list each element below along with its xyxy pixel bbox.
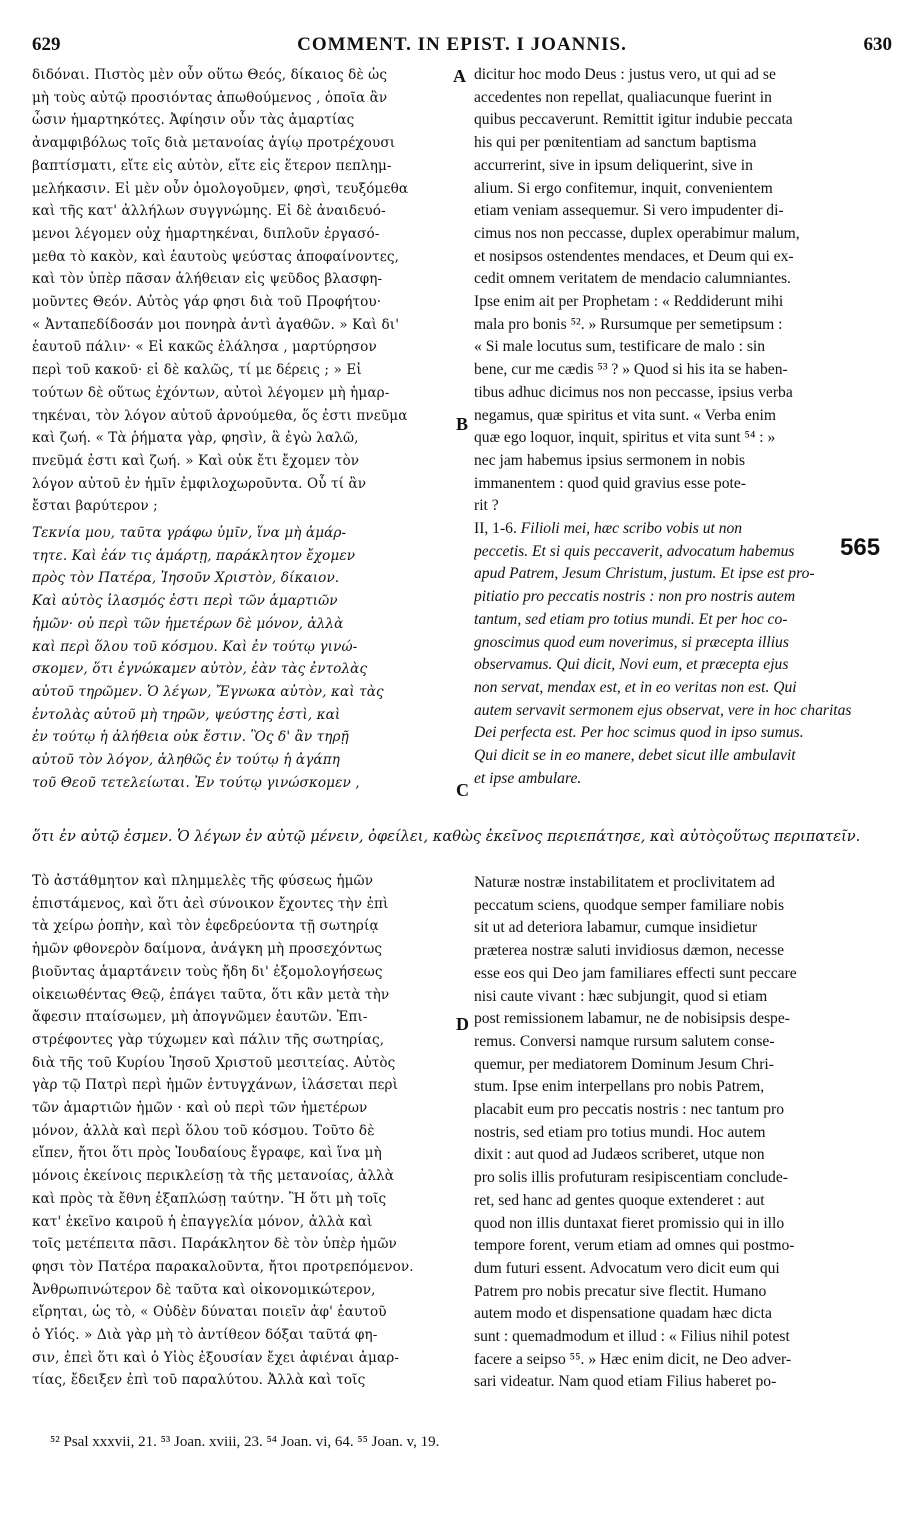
greek-commentary-line: καὶ τῆς κατ' ἀλλήλων συγγνώμης. Εἰ δὲ ἀναιδευό- xyxy=(32,203,386,220)
latin-commentary-line: sari videatur. Nam quod etiam Filius haberet po- xyxy=(474,1373,777,1391)
greek-commentary-line: ἄφεσιν πταίσωμεν, μὴ ἀπογνῶμεν ἑαυτῶν. Ἐπι- xyxy=(32,1009,368,1026)
greek-commentary-line: σιν, ἐπεὶ ὅτι καὶ ὁ Υἱὸς ἐξουσίαν ἔχει ἀφιέναι ἁμαρ- xyxy=(32,1349,400,1366)
greek-commentary-line: ἑαυτοῦ πάλιν· « Εἰ κακῶς ἐλάλησα , μαρτύρησον xyxy=(32,339,377,356)
section-marker-c: C xyxy=(456,780,469,800)
latin-commentary-line: bene, cur me cædis ⁵³ ? » Quod si his ita se haben- xyxy=(474,361,788,379)
greek-scripture-line: αὐτοῦ τὸν λόγον, ἀληθῶς ἐν τούτῳ ἡ ἀγάπη xyxy=(32,752,340,769)
latin-commentary-line: tibus adhuc dicimus nos non peccasse, ipsius verba xyxy=(474,383,793,401)
latin-scripture-line xyxy=(474,586,892,609)
latin-commentary-line: « Si male locutus sum, testificare de malo : sin xyxy=(474,338,766,356)
latin-commentary-line: facere a seipso ⁵⁵. » Hæc enim dicit, ne Deo adver- xyxy=(474,1350,792,1368)
greek-commentary-line: οἰκειωθέντας Θεῷ, ἐπάγει ταῦτα, ὅτι κἂν μετὰ τὴν xyxy=(32,986,390,1003)
latin-commentary-line: immanentem : quod quid gravius esse pote- xyxy=(474,474,746,492)
greek-scripture-line: καὶ περὶ ὅλου τοῦ κόσμου. Καὶ ἐν τούτῳ γινώ- xyxy=(32,638,358,655)
latin-scripture-line xyxy=(474,768,892,791)
greek-commentary-line: μὴ τοὺς αὐτῷ προσιόντας ἀπωθούμενος , ὁποῖα ἂν xyxy=(32,89,388,106)
greek-scripture-line: ὅτι ἐν αὐτῷ ἐσμεν. Ὁ λέγων ἐν αὐτῷ μένειν, ὀφείλει, καθὼς ἐκεῖνος περιεπάτησε, καὶ αὐτὸς xyxy=(32,828,724,845)
greek-commentary-line: τούτων δὲ οὕτως ἐχόντων, αὐτοὶ λέγομεν μὴ ἡμαρ- xyxy=(32,384,390,401)
greek-commentary-line: καὶ ζωή. « Τὰ ῥήματα γὰρ, φησὶν, ἃ ἐγὼ λαλῶ, xyxy=(32,430,359,447)
footnotes: ⁵² Psal xxxvii, 21. ⁵³ Joan. xviii, 23. ⁵⁴ Joan. vi, 64. ⁵⁵ Joan. v, 19. xyxy=(50,1434,440,1450)
latin-commentary-line: quod non illis duntaxat fieret promissio qui in illo xyxy=(474,1214,785,1232)
page-number-right: 630 xyxy=(863,34,892,55)
latin-commentary-line: ret, sed hanc ad gentes quoque extenderet : aut xyxy=(474,1191,765,1209)
latin-commentary-line: negamus, quæ spiritus et vita sunt. « Verba enim xyxy=(474,406,777,424)
latin-scripture-line xyxy=(474,563,892,586)
greek-commentary-line: ἐπιστάμενος, καὶ ὅτι ἀεὶ σύνοικον ἔχοντες τὴν ἐπὶ xyxy=(32,895,389,912)
latin-scripture-line xyxy=(474,722,892,745)
greek-commentary-line: μεθα τὸ κακὸν, καὶ ἑαυτοὺς ψεύστας ἀποφαίνοντες, xyxy=(32,248,400,265)
greek-scripture-line: αὐτοῦ τηρῶμεν. Ὁ λέγων, Ἔγνωκα αὐτὸν, καὶ τὰς xyxy=(32,683,384,700)
latin-scripture-text: Dei perfecta est. Per hoc scimus quod in ipso sumus. xyxy=(474,724,804,742)
greek-scripture-line: τητε. Καὶ ἐάν τις ἁμάρτῃ, παράκλητον ἔχομεν xyxy=(32,547,356,564)
latin-scripture-text: et ipse ambulare. xyxy=(474,769,582,787)
latin-scripture-text: peccetis. Et si quis peccaverit, advocatum habemus xyxy=(474,542,795,560)
latin-commentary-line: sit ut ad deteriora labamur, cumque insidietur xyxy=(474,919,758,937)
greek-scripture-line: Τεκνία μου, ταῦτα γράφω ὑμῖν, ἵνα μὴ ἁμάρ- xyxy=(32,525,347,542)
greek-commentary-line: ἀναμφιβόλως τοῖς διὰ μετανοίας ἁγίῳ προτρέχουσι xyxy=(32,135,396,152)
latin-commentary-line: nec jam habemus ipsius sermonem in nobis xyxy=(474,451,746,469)
greek-commentary-line: μόνον, ἀλλὰ καὶ περὶ ὅλου τοῦ κόσμου. Τοῦτο δὲ xyxy=(32,1122,375,1139)
greek-commentary-line: καὶ πρὸς τὰ ἔθνη ἐξαπλώσῃ ταύτην. Ἢ ὅτι μὴ τοῖς xyxy=(32,1190,387,1207)
greek-scripture-line: ἐντολὰς αὐτοῦ μὴ τηρῶν, ψεύστης ἐστὶ, καὶ xyxy=(32,706,341,723)
greek-commentary-line: κατ' ἐκεῖνο καιροῦ ἡ ἐπαγγελία μόνον, ἀλλὰ καὶ xyxy=(32,1213,373,1230)
latin-commentary-line: quæ ego loquor, inquit, spiritus et vita sunt ⁵⁴ : » xyxy=(474,429,776,447)
greek-scripture-continuation xyxy=(32,826,892,849)
greek-scripture-line: ἐν τούτῳ ἡ ἀλήθεια οὐκ ἔστιν. Ὃς δ' ἂν τηρῇ xyxy=(32,729,349,746)
greek-commentary-line: εἴρηται, ὡς τὸ, « Οὐδὲν δύναται ποιεῖν ἀφ' ἑαυτοῦ xyxy=(32,1304,387,1321)
greek-commentary-line: περὶ τοῦ κακοῦ· εἰ δὲ καλῶς, τί με δέρεις ; » Εἰ xyxy=(32,362,362,379)
greek-scripture-line: Καὶ αὐτὸς ἱλασμός ἐστι περὶ τῶν ἁμαρτιῶν xyxy=(32,593,338,610)
greek-commentary-line: μόνοις ἐκείνοις περικλείσῃ τὰ τῆς μετανοίας, ἀλλὰ xyxy=(32,1168,395,1185)
greek-commentary-line: λόγον αὐτοῦ ἐν ἡμῖν ἐμφιλοχωροῦντα. Οὗ τί ἂν xyxy=(32,475,367,492)
greek-commentary-line: στρέφοντες γὰρ τύχωμεν καὶ πάλιν τῆς σωτηρίας, xyxy=(32,1031,385,1048)
latin-commentary-line: rit ? xyxy=(474,497,499,515)
latin-scripture-text: Filioli mei, hæc scribo vobis ut non xyxy=(520,520,743,538)
greek-commentary-line: μοῦντες Θεόν. Αὐτὸς γάρ φησι διὰ τοῦ Προφήτου· xyxy=(32,294,382,311)
page-number-left: 629 xyxy=(32,34,61,55)
latin-commentary-line: Ipse enim ait per Prophetam : « Reddiderunt mihi xyxy=(474,293,784,311)
latin-scripture-line xyxy=(474,654,892,677)
greek-commentary-line: βαπτίσματι, εἴτε εἰς αὐτὸν, εἴτε εἰς ἕτερον πεπλημ- xyxy=(32,157,392,174)
page-header xyxy=(32,34,892,58)
latin-commentary-line: pro solis illis profuturam resipiscentiam conclude- xyxy=(474,1169,788,1187)
latin-commentary-line: Naturæ nostræ instabilitatem et proclivitatem ad xyxy=(474,874,775,891)
latin-column-lower xyxy=(474,872,892,1394)
latin-commentary-line: quemur, per mediatorem Dominum Jesum Chri- xyxy=(474,1055,774,1073)
greek-commentary-line: Ἀνθρωπινώτερον δὲ ταῦτα καὶ οἰκονομικώτερον, xyxy=(32,1281,376,1298)
latin-scripture-line xyxy=(474,700,892,723)
latin-commentary-line: autem modo et dispensatione quadam hæc dicta xyxy=(474,1305,772,1323)
latin-commentary-line: dum futuri essent. Advocatum vero dicit eum qui xyxy=(474,1259,780,1277)
latin-commentary-line: Patrem pro nobis precatur sive flectit. Humano xyxy=(474,1282,767,1300)
greek-commentary-line: Τὸ ἀστάθμητον καὶ πλημμελὲς τῆς φύσεως ἡμῶν xyxy=(32,873,374,889)
latin-scripture-line xyxy=(474,609,892,632)
latin-commentary-line: quibus peccaverunt. Remittit igitur indubie peccata xyxy=(474,111,793,129)
latin-commentary-line: placabit eum pro peccatis nostris : nec tantum pro xyxy=(474,1101,785,1119)
latin-commentary-line: alium. Si ergo confitemur, inquit, convenientem xyxy=(474,179,773,197)
latin-commentary-line: esse eos qui Deo jam familiares effecti sunt peccare xyxy=(474,964,797,982)
latin-scripture-line xyxy=(474,518,892,541)
greek-commentary-line: τῶν ἁμαρτιῶν ἡμῶν · καὶ οὐ περὶ τῶν ἡμετέρων xyxy=(32,1100,368,1117)
latin-commentary-line: nostris, sed etiam pro totius mundi. Hoc autem xyxy=(474,1123,766,1141)
latin-scripture-text: tantum, sed etiam pro totius mundi. Et per hoc co- xyxy=(474,610,788,628)
greek-scripture-line: οὕτως περιπατεῖν. xyxy=(723,828,861,845)
greek-scripture-line: τοῦ Θεοῦ τετελείωται. Ἐν τούτῳ γινώσκομεν , xyxy=(32,774,360,791)
latin-scripture-text: apud Patrem, Jesum Christum, justum. Et ipse est pro- xyxy=(474,565,815,583)
greek-commentary-line: καὶ τὸν ὑπὲρ πᾶσαν ἀλήθειαν εἰς ψεῦδος βλασφη- xyxy=(32,271,383,288)
greek-commentary-line: πνεῦμά ἐστι καὶ ζωή. » Καὶ οὐκ ἔτι ἔχομεν τὸν xyxy=(32,452,360,469)
latin-scripture-text: gnoscimus quod eum noverimus, si præcepta illius xyxy=(474,633,789,651)
latin-commentary-line: stum. Ipse enim interpellans pro nobis Patrem, xyxy=(474,1078,765,1096)
greek-commentary-line: τίας, ἔδειξεν ἐπὶ τοῦ παραλύτου. Ἀλλὰ καὶ τοῖς xyxy=(32,1372,366,1389)
latin-commentary-line: remus. Conversi namque rursum salutem conse- xyxy=(474,1032,775,1050)
scripture-reference: II, 1-6. xyxy=(474,520,521,538)
section-marker-d: D xyxy=(456,1014,469,1034)
greek-commentary-line: τὰ χείρω ῥοπὴν, καὶ τὸν ἐφεδρεύοντα τῇ σωτηρίᾳ xyxy=(32,918,379,935)
greek-commentary-line: ἔσται βαρύτερον ; xyxy=(32,498,158,515)
latin-commentary-line: mala pro bonis ⁵². » Rursumque per semetipsum : xyxy=(474,315,783,333)
running-title: COMMENT. IN EPIST. I JOANNIS. xyxy=(297,34,627,55)
greek-commentary-line: γὰρ τῷ Πατρὶ περὶ ἡμῶν ἐντυγχάνων, ἱλάσεται περὶ xyxy=(32,1077,399,1094)
greek-commentary-line: μελήκασιν. Εἰ μὲν οὖν ὁμολογοῦμεν, φησὶ, τευξόμεθα xyxy=(32,180,409,197)
greek-commentary-line: διδόναι. Πιστὸς μὲν οὖν οὕτω Θεός, δίκαιος δὲ ὡς xyxy=(32,67,388,83)
greek-commentary-line: τηκέναι, τὸν λόγον αὐτοῦ ἀρνούμεθα, ὅς ἐστι πνεῦμα xyxy=(32,407,408,424)
latin-commentary-line: dicitur hoc modo Deus : justus vero, ut qui ad se xyxy=(474,66,776,83)
latin-commentary-line: nisi caute vivant : hæc subjungit, quod si etiam xyxy=(474,987,768,1005)
greek-commentary-line: εἴπεν, ἤτοι ὅτι πρὸς Ἰουδαίους ἔγραφε, καὶ ἵνα μὴ xyxy=(32,1145,382,1162)
latin-scripture-line xyxy=(474,541,892,564)
greek-commentary-line: βιοῦντας ἁμαρτάνειν τοὺς ἤδη δι' ἐξομολογήσεως xyxy=(32,963,383,980)
latin-scripture-text: Qui dicit se in eo manere, debet sicut ille ambulavit xyxy=(474,747,796,765)
latin-commentary-line: peccatum sciens, quodque semper familiare nobis xyxy=(474,896,785,914)
greek-scripture-line: πρὸς τὸν Πατέρα, Ἰησοῦν Χριστὸν, δίκαιον. xyxy=(32,570,340,587)
latin-commentary-line: etiam veniam assequemur. Si vero impudenter di- xyxy=(474,202,784,220)
greek-column-upper xyxy=(32,64,460,795)
latin-scripture-line xyxy=(474,677,892,700)
latin-scripture-line xyxy=(474,632,892,655)
latin-commentary-line: accedentes non repellat, qualiacunque fuerint in xyxy=(474,88,772,106)
latin-commentary-line: tempore forent, verum etiam ad omnes qui postmo- xyxy=(474,1237,795,1255)
latin-column-upper xyxy=(474,64,892,791)
greek-commentary-line: ὁ Υἱός. » Διὰ γὰρ μὴ τὸ ἀντίθεον δόξαι ταῦτά φη- xyxy=(32,1327,378,1344)
latin-commentary-line: cedit omnem veritatem de mendacio calumniantes. xyxy=(474,270,791,288)
section-marker-b: B xyxy=(456,414,469,434)
latin-commentary-line: dixit : aut quod ad Judæos scriberet, utque non xyxy=(474,1146,765,1164)
latin-scripture-text: observamus. Qui dicit, Novi eum, et præcepta ejus xyxy=(474,656,789,674)
latin-commentary-line: et nosipsos ostendentes mendaces, et Deum qui ex- xyxy=(474,247,794,265)
greek-scripture-line: ἡμῶν· οὐ περὶ τῶν ἡμετέρων δὲ μόνον, ἀλλὰ xyxy=(32,615,344,632)
greek-commentary-line: τοῖς μετέπειτα πᾶσι. Παράκλητον δὲ τὸν ὑπὲρ ἡμῶν xyxy=(32,1236,397,1253)
greek-scripture-line: σκομεν, ὅτι ἐγνώκαμεν αὐτὸν, ἐὰν τὰς ἐντολὰς xyxy=(32,661,368,678)
latin-commentary-line: accurrerint, sive in ipsum deliquerint, sive in xyxy=(474,156,753,174)
greek-commentary-line: διὰ τῆς τοῦ Κυρίου Ἰησοῦ Χριστοῦ μεσιτείας. Αὐτὸς xyxy=(32,1054,396,1071)
latin-commentary-line: cimus nos non peccasse, duplex operabimur malum, xyxy=(474,224,800,242)
margin-column-number: 565 xyxy=(840,534,881,561)
latin-commentary-line: his qui per pœnitentiam ad sanctum baptisma xyxy=(474,134,757,152)
greek-commentary-line: μενοι λέγομεν οὐχ ἡμαρτηκέναι, διπλοῦν ἐργασό- xyxy=(32,225,380,242)
latin-commentary-line: sunt : quemadmodum et illud : « Filius nihil potest xyxy=(474,1328,790,1346)
greek-commentary-line: ἡμῶν φθονερὸν δαίμονα, ἀνάγκη μὴ προσεχόντως xyxy=(32,941,383,958)
latin-commentary-line: præterea nostræ saluti invidiosus dæmon, necesse xyxy=(474,942,785,960)
latin-scripture-text: non servat, mendax est, et in eo veritas non est. Qui xyxy=(474,678,797,696)
section-marker-a: A xyxy=(453,66,466,86)
latin-scripture-line xyxy=(474,745,892,768)
latin-scripture-text: pitiatio pro peccatis nostris : non pro nostris autem xyxy=(474,588,796,606)
greek-commentary-line: « Ἀνταπεδίδοσάν μοι πονηρὰ ἀντὶ ἀγαθῶν. » Καὶ δι' xyxy=(32,316,400,333)
greek-commentary-line: ὦσιν ἡμαρτηκότες. Ἀφίησιν οὖν τὰς ἁμαρτίας xyxy=(32,112,355,129)
latin-scripture-text: autem servavit sermonem ejus observat, vere in hoc charitas xyxy=(474,701,852,719)
greek-commentary-line: φησι τὸν Πατέρα παρακαλοῦντα, ἤτοι προτρεπόμενον. xyxy=(32,1258,414,1275)
latin-commentary-line: post remissionem labamur, ne de nobisipsis despe- xyxy=(474,1010,790,1028)
greek-column-lower xyxy=(32,870,460,1392)
